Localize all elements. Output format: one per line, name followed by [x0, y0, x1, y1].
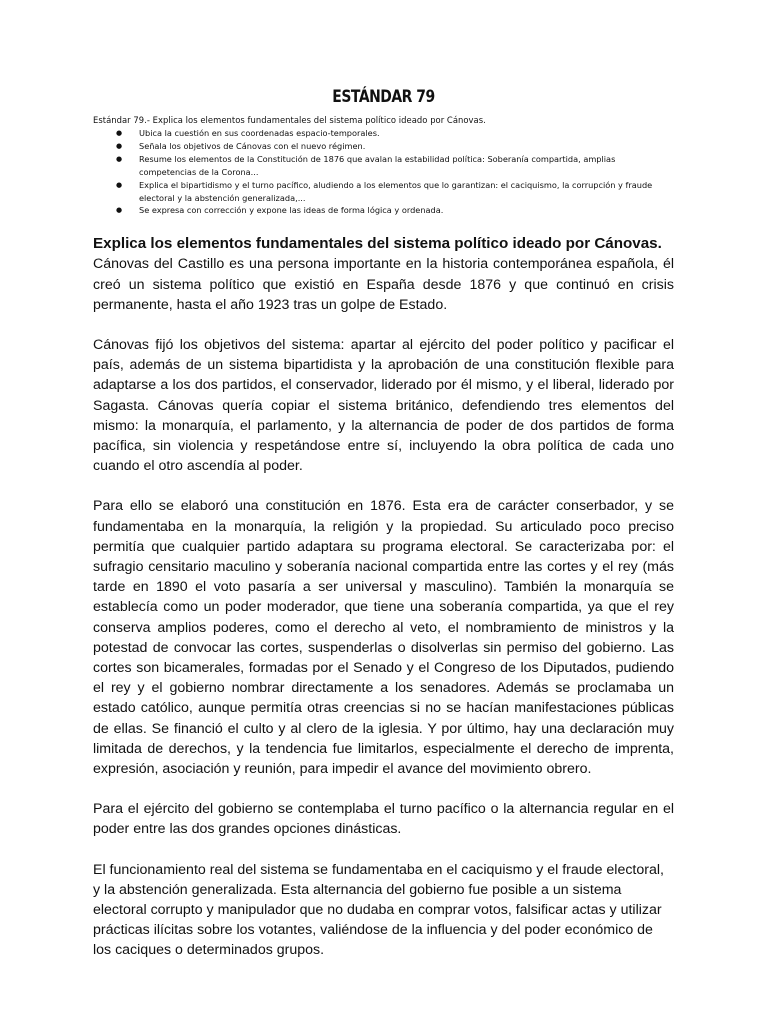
section-heading: Explica los elementos fundamentales del sistema político ideado por Cánovas. [93, 235, 662, 253]
standard-intro: Estándar 79.- Explica los elementos fundamentales del sistema político ideado por Cánovas. [93, 115, 486, 125]
bullet-icon: ● [116, 206, 123, 215]
body-paragraph: El funcionamiento real del sistema se fundamentaba en el caciquismo y el fraude electoral, y la abstención generalizada. Esta alternancia del gobierno fue posible a un sistema electoral corrupto y manipulador que no dudaba en comprar votos, falsificar actas y utilizar prácticas ilícitas sobre los votantes, valiéndose de la influencia y del poder económico de los caciques o determinados grupos. [93, 861, 664, 959]
criteria-list [93, 127, 674, 217]
criteria-text: Señala los objetivos de Cánovas con el nuevo régimen. [139, 140, 366, 151]
body-paragraph: Cánovas del Castillo es una persona importante en la historia contemporánea española, él creó un sistema político que existió en España desde 1876 y que continuó en crisis permanente, hasta el año 1923 tras un golpe de Estado. [93, 256, 674, 313]
body-paragraph: Para ello se elaboró una constitución en 1876. Esta era de carácter conserbador, y se fundamentaba en la monarquía, la religión y la propiedad. Su articulado poco preciso permitía que cualquier partido adaptara su programa electoral. Se caracterizaba por: el sufragio censitario maculino y soberanía nacional compartida entre las cortes y el rey (más tarde en 1890 el voto pasaría a ser universal y masculino). También la monarquía se establecía como un poder moderador, que tiene una soberanía compartida, ya que el rey conserva amplios poderes, como el derecho al veto, el nombramiento de ministros y la potestad de convocar las cortes, suspenderlas o disolverlas sin permiso del gobierno. Las cortes son bicamerales, formadas por el Senado y el Congreso de los Diputados, pudiendo el rey y el gobierno nombrar directamente a los senadores. Además se proclamaba un estado católico, aunque permitía otras creencias si no se hacían manifestaciones públicas de ellas. Se financió el culto y al clero de la iglesia. Y por último, hay una declaración muy limitada de derechos, y la tendencia fue limitarlos, especialmente el derecho de imprenta, expresión, asociación y reunión, para impedir el avance del movimiento obrero. [93, 498, 674, 778]
bullet-icon: ● [116, 129, 123, 137]
criteria-item [116, 153, 674, 179]
bullet-icon: ● [116, 141, 123, 150]
body-paragraph: Para el ejército del gobierno se contemplaba el turno pacífico o la alternancia regular en el poder entre las dos grandes opciones dinásticas. [93, 801, 674, 838]
criteria-text: Resume los elementos de la Constitución de 1876 que avalan la estabilidad política: Soberanía compartida, amplias competencias de la Corona... [139, 153, 616, 177]
criteria-item [116, 204, 674, 217]
bullet-icon: ● [116, 180, 123, 189]
document-page [93, 85, 674, 981]
criteria-item [116, 140, 674, 153]
criteria-item [116, 127, 674, 140]
bullet-icon: ● [116, 154, 123, 163]
body-paragraph: Cánovas fijó los objetivos del sistema: apartar al ejército del poder político y pacificar el país, además de un sistema bipartidista y la aprobación de una constitución flexible para adaptarse a los dos partidos, el conservador, liderado por él mismo, y el liberal, liderado por Sagasta. Cánovas quería copiar el sistema británico, defendiendo tres elementos del mismo: la monarquía, el parlamento, y la alternancia de poder de dos partidos de forma pacífica, sin violencia y respetándose entre sí, incluyendo la obra política de cada uno cuando el otro ascendía al poder. [93, 336, 674, 475]
criteria-text: Explica el bipartidismo y el turno pacífico, aludiendo a los elementos que lo garantizan: el caciquismo, la corrupción y fraude electoral y la abstención generalizada,... [139, 179, 653, 203]
criteria-text: Se expresa con corrección y expone las ideas de forma lógica y ordenada. [139, 205, 444, 216]
criteria-item [116, 179, 674, 205]
document-title: ESTÁNDAR 79 [332, 87, 435, 107]
criteria-text: Ubica la cuestión en sus coordenadas espacio-temporales. [139, 128, 380, 138]
